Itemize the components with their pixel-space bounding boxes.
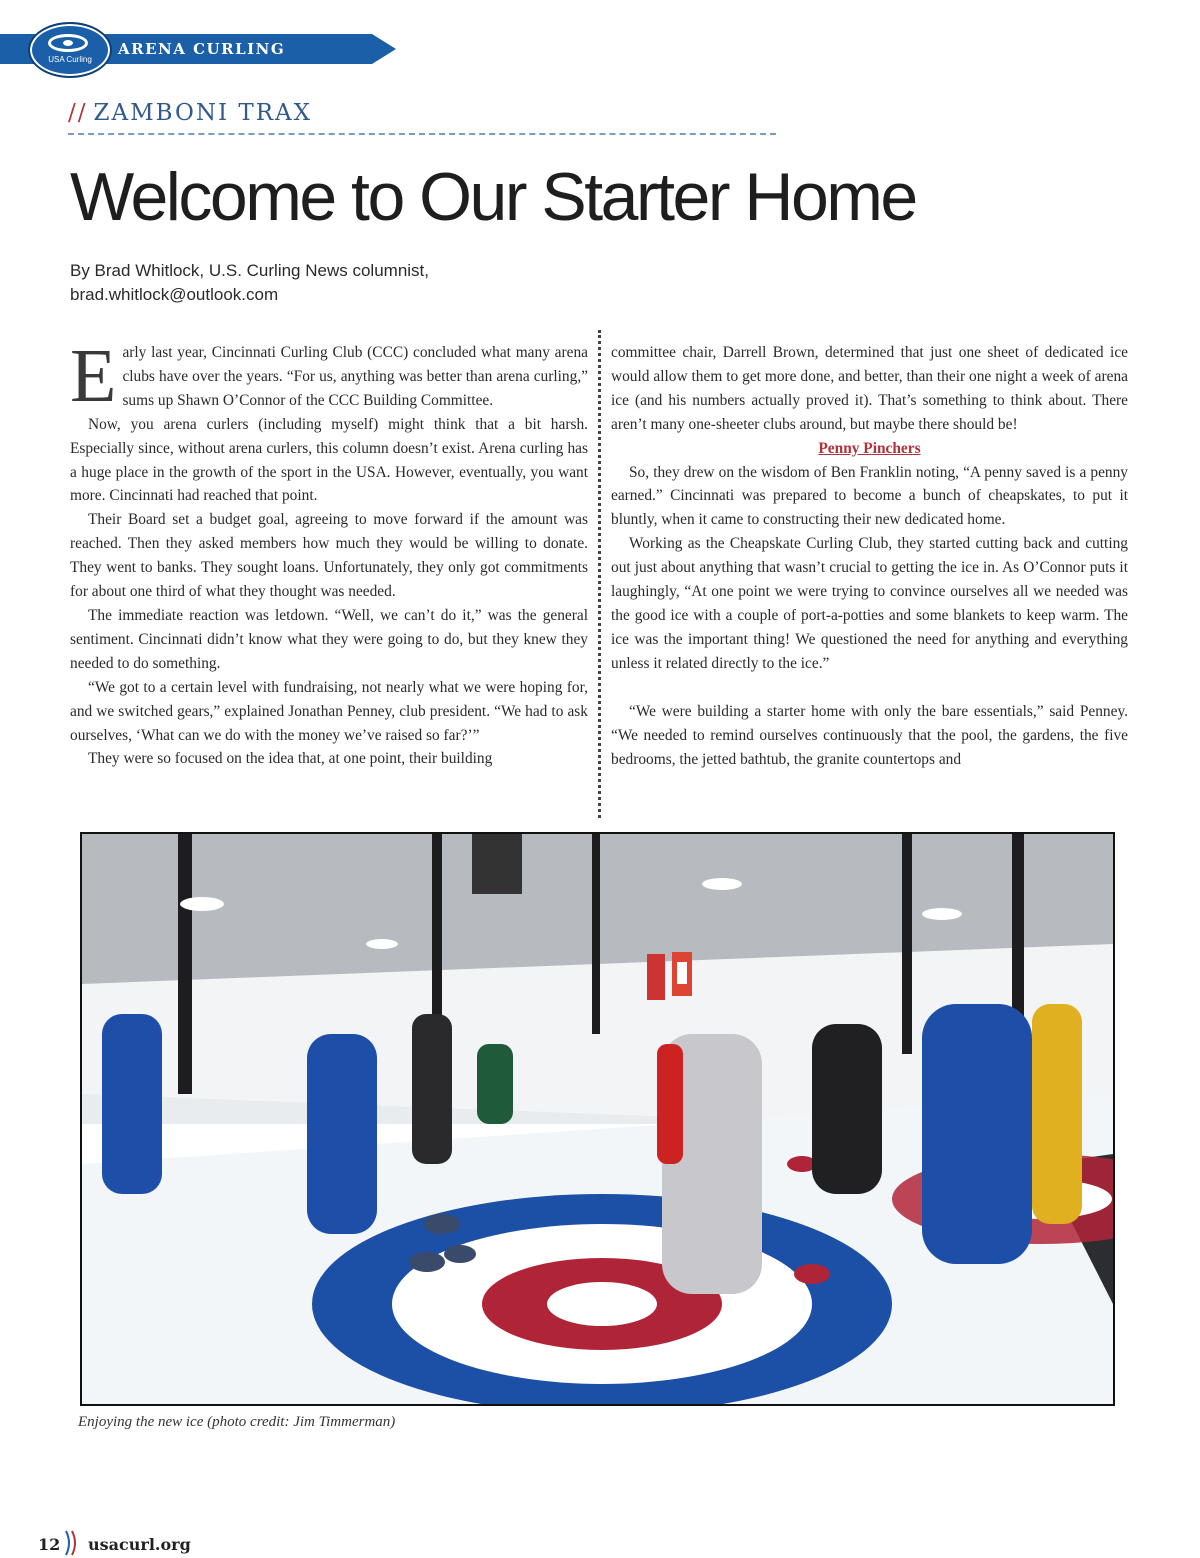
byline-author: By Brad Whitlock, U.S. Curling News columnist, [70,261,429,280]
paragraph: The immediate reaction was letdown. “Well, we can’t do it,” was the general sentiment. Cincinnati didn’t know what they were going to do, but they knew they needed to do something. [70,606,588,672]
article-column-right [611,341,1128,771]
subhead: Penny Pinchers [818,439,921,457]
byline [70,259,429,307]
usa-curling-logo [28,22,112,78]
section-slash: // [68,100,88,126]
footer-site: usacurl.org [88,1535,191,1554]
paragraph: Now, you arena curlers (including myself) might think that a bit harsh. Especially since, without arena curlers, this column doesn’t exist. Arena curling has a huge place in the growth of the sport in the USA. However, eventually, you want more. Cincinnati had reached that point. [70,415,588,505]
section-name: ZAMBONI TRAX [93,100,312,126]
paragraph: “We were building a starter home with only the bare essentials,” said Penney. “We needed to remind ourselves continuously that the pool, the gardens, the five bedrooms, the jetted bathtub, the granite countertops and [611,702,1128,768]
footer-bracket-icon [62,1529,80,1557]
article-column-left [70,334,588,771]
byline-email: brad.whitlock@outlook.com [70,285,279,304]
photo-caption: Enjoying the new ice (photo credit: Jim Timmerman) [78,1414,396,1430]
paragraph: Their Board set a budget goal, agreeing to move forward if the amount was reached. Then they asked members how much they would be willing to donate. They went to banks. They sought loans. Unfortunately, they only got commitments for about one third of what they thought was needed. [70,511,588,601]
page-number: 12 [38,1535,61,1554]
logo-text: USA Curling [48,55,92,64]
paragraph: “We got to a certain level with fundraising, not nearly what we were hoping for, and we switched gears,” explained Jonathan Penney, club president. “We had to ask ourselves, ‘What can we do with the money we’ve raised so far?’” [70,678,588,744]
article-photo [80,832,1115,1406]
paragraph: They were so focused on the idea that, at one point, their building [88,750,493,768]
section-divider [68,133,776,135]
paragraph: Early last year, Cincinnati Curling Club (CCC) concluded what many arena clubs have over the years. “For us, anything was better than arena curling,” sums up Shawn O’Connor of the CCC Building Committee. [70,334,588,418]
ribbon-label: ARENA CURLING [118,40,286,58]
column-divider [598,330,601,818]
drop-cap: E [70,334,117,418]
section-label [68,100,312,126]
paragraph: Working as the Cheapskate Curling Club, they started cutting back and cutting out just about anything that wasn’t crucial to getting the ice in. As O’Connor puts it laughingly, “At one point we were trying to convince ourselves all we needed was the good ice with a couple of port-a-potties and some blankets to keep warm. The ice was the important thing! We questioned the need for anything and everything unless it related directly to the ice.” [611,535,1128,672]
curling-stone-icon [48,34,88,52]
paragraph: committee chair, Darrell Brown, determined that just one sheet of dedicated ice would allow them to get more done, and better, than their one night a week of arena ice (and his numbers actually proved it). That’s something to think about. There aren’t many one-sheeter clubs around, but maybe there should be! [611,344,1128,433]
paragraph: So, they drew on the wisdom of Ben Franklin noting, “A penny saved is a penny earned.” Cincinnati was prepared to become a bunch of cheapskates, to put it bluntly, when it came to constructing their new dedicated home. [611,463,1128,529]
article-title: Welcome to Our Starter Home [70,159,916,235]
